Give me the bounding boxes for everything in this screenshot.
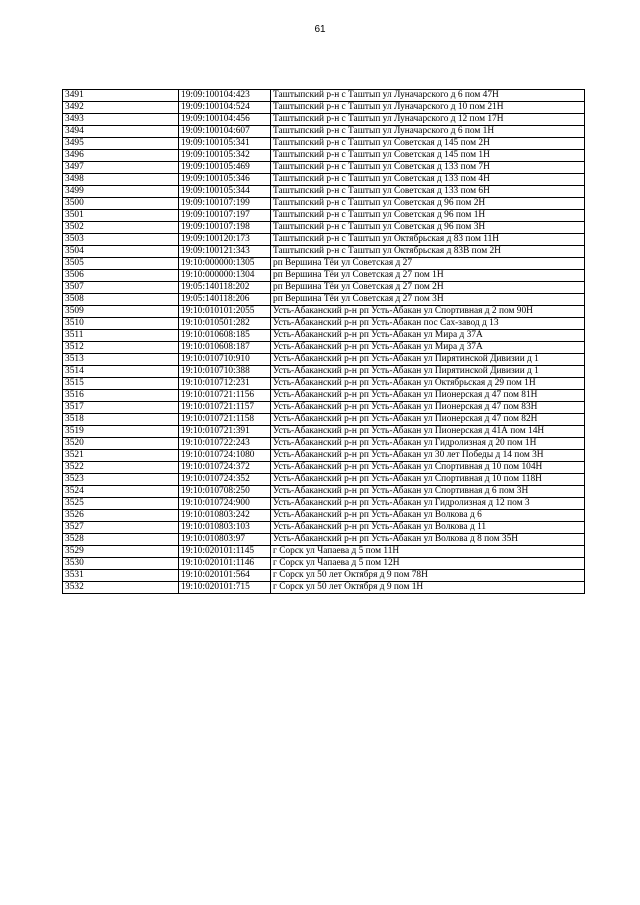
address-cell: Усть-Абаканский р-н рп Усть-Абакан ул Мира д 37А — [271, 342, 585, 354]
cadastral-number-cell: 19:05:140118:202 — [179, 282, 271, 294]
cadastral-number-cell: 19:10:010721:391 — [179, 426, 271, 438]
cadastral-number-cell: 19:09:100105:346 — [179, 174, 271, 186]
row-number-cell: 3511 — [63, 330, 179, 342]
address-cell: Усть-Абаканский р-н рп Усть-Абакан ул Спортивная д 10 пом 104Н — [271, 462, 585, 474]
cadastral-number-cell: 19:10:010608:185 — [179, 330, 271, 342]
cadastral-number-cell: 19:09:100105:342 — [179, 150, 271, 162]
cadastral-number-cell: 19:10:010721:1157 — [179, 402, 271, 414]
address-cell: г Сорск ул Чапаева д 5 пом 12Н — [271, 558, 585, 570]
cadastral-number-cell: 19:09:100107:199 — [179, 198, 271, 210]
row-number-cell: 3512 — [63, 342, 179, 354]
table-row — [63, 570, 585, 582]
table-row — [63, 486, 585, 498]
address-cell: Усть-Абаканский р-н рп Усть-Абакан ул Волкова д 6 — [271, 510, 585, 522]
row-number-cell: 3517 — [63, 402, 179, 414]
address-cell: рп Вершина Тёи ул Советская д 27 пом 2Н — [271, 282, 585, 294]
row-number-cell: 3509 — [63, 306, 179, 318]
address-cell: Таштыпский р-н с Таштып ул Советская д 133 пом 4Н — [271, 174, 585, 186]
table-row — [63, 450, 585, 462]
address-cell: Усть-Абаканский р-н рп Усть-Абакан пос Сах-завод д 13 — [271, 318, 585, 330]
address-cell: Усть-Абаканский р-н рп Усть-Абакан ул 30 лет Победы д 14 пом 3Н — [271, 450, 585, 462]
cadastral-number-cell: 19:10:010803:97 — [179, 534, 271, 546]
table-row — [63, 342, 585, 354]
row-number-cell: 3495 — [63, 138, 179, 150]
table-row — [63, 354, 585, 366]
row-number-cell: 3501 — [63, 210, 179, 222]
row-number-cell: 3510 — [63, 318, 179, 330]
row-number-cell: 3500 — [63, 198, 179, 210]
table-row — [63, 162, 585, 174]
row-number-cell: 3518 — [63, 414, 179, 426]
registry-table-body — [63, 90, 585, 594]
row-number-cell: 3502 — [63, 222, 179, 234]
row-number-cell: 3525 — [63, 498, 179, 510]
table-row — [63, 234, 585, 246]
row-number-cell: 3514 — [63, 366, 179, 378]
cadastral-number-cell: 19:09:100104:607 — [179, 126, 271, 138]
cadastral-number-cell: 19:10:000000:1304 — [179, 270, 271, 282]
address-cell: г Сорск ул 50 лет Октября д 9 пом 1Н — [271, 582, 585, 594]
row-number-cell: 3491 — [63, 90, 179, 102]
table-row — [63, 318, 585, 330]
row-number-cell: 3520 — [63, 438, 179, 450]
table-row — [63, 174, 585, 186]
table-row — [63, 414, 585, 426]
address-cell: Таштыпский р-н с Таштып ул Луначарского д 12 пом 17Н — [271, 114, 585, 126]
row-number-cell: 3492 — [63, 102, 179, 114]
cadastral-number-cell: 19:09:100104:524 — [179, 102, 271, 114]
property-registry-table — [62, 89, 585, 594]
row-number-cell: 3523 — [63, 474, 179, 486]
row-number-cell: 3526 — [63, 510, 179, 522]
address-cell: Усть-Абаканский р-н рп Усть-Абакан ул Мира д 37А — [271, 330, 585, 342]
table-row — [63, 138, 585, 150]
row-number-cell: 3519 — [63, 426, 179, 438]
row-number-cell: 3530 — [63, 558, 179, 570]
table-row — [63, 102, 585, 114]
row-number-cell: 3532 — [63, 582, 179, 594]
address-cell: Усть-Абаканский р-н рп Усть-Абакан ул Спортивная д 10 пом 118Н — [271, 474, 585, 486]
cadastral-number-cell: 19:10:010803:242 — [179, 510, 271, 522]
cadastral-number-cell: 19:10:010608:187 — [179, 342, 271, 354]
cadastral-number-cell: 19:09:100105:344 — [179, 186, 271, 198]
cadastral-number-cell: 19:09:100121:343 — [179, 246, 271, 258]
table-row — [63, 426, 585, 438]
page-number: 61 — [314, 24, 326, 35]
table-row — [63, 378, 585, 390]
cadastral-number-cell: 19:10:010724:372 — [179, 462, 271, 474]
cadastral-number-cell: 19:10:010724:1080 — [179, 450, 271, 462]
row-number-cell: 3496 — [63, 150, 179, 162]
table-row — [63, 294, 585, 306]
cadastral-number-cell: 19:10:010710:388 — [179, 366, 271, 378]
row-number-cell: 3522 — [63, 462, 179, 474]
row-number-cell: 3524 — [63, 486, 179, 498]
table-row — [63, 366, 585, 378]
row-number-cell: 3503 — [63, 234, 179, 246]
cadastral-number-cell: 19:09:100104:456 — [179, 114, 271, 126]
cadastral-number-cell: 19:10:010101:2055 — [179, 306, 271, 318]
address-cell: Усть-Абаканский р-н рп Усть-Абакан ул Гидролизная д 12 пом 3 — [271, 498, 585, 510]
row-number-cell: 3504 — [63, 246, 179, 258]
address-cell: г Сорск ул 50 лет Октября д 9 пом 78Н — [271, 570, 585, 582]
address-cell: Усть-Абаканский р-н рп Усть-Абакан ул Пионерская д 47 пом 82Н — [271, 414, 585, 426]
table-row — [63, 198, 585, 210]
cadastral-number-cell: 19:10:010721:1158 — [179, 414, 271, 426]
address-cell: Усть-Абаканский р-н рп Усть-Абакан ул Октябрьская д 29 пом 1Н — [271, 378, 585, 390]
cadastral-number-cell: 19:09:100105:469 — [179, 162, 271, 174]
row-number-cell: 3516 — [63, 390, 179, 402]
table-row — [63, 546, 585, 558]
row-number-cell: 3508 — [63, 294, 179, 306]
cadastral-number-cell: 19:10:020101:564 — [179, 570, 271, 582]
address-cell: Таштыпский р-н с Таштып ул Октябрьская д 83В пом 2Н — [271, 246, 585, 258]
address-cell: Таштыпский р-н с Таштып ул Советская д 96 пом 2Н — [271, 198, 585, 210]
cadastral-number-cell: 19:10:010712:231 — [179, 378, 271, 390]
address-cell: рп Вершина Тёи ул Советская д 27 — [271, 258, 585, 270]
cadastral-number-cell: 19:10:000000:1305 — [179, 258, 271, 270]
cadastral-number-cell: 19:10:010708:250 — [179, 486, 271, 498]
cadastral-number-cell: 19:09:100104:423 — [179, 90, 271, 102]
address-cell: Усть-Абаканский р-н рп Усть-Абакан ул Волкова д 11 — [271, 522, 585, 534]
cadastral-number-cell: 19:10:020101:715 — [179, 582, 271, 594]
address-cell: Усть-Абаканский р-н рп Усть-Абакан ул Спортивная д 6 пом 3Н — [271, 486, 585, 498]
address-cell: Таштыпский р-н с Таштып ул Луначарского д 6 пом 1Н — [271, 126, 585, 138]
cadastral-number-cell: 19:10:010710:910 — [179, 354, 271, 366]
address-cell: Усть-Абаканский р-н рп Усть-Абакан ул Пирятинской Дивизии д 1 — [271, 354, 585, 366]
row-number-cell: 3494 — [63, 126, 179, 138]
address-cell: Таштыпский р-н с Таштып ул Советская д 133 пом 7Н — [271, 162, 585, 174]
address-cell: Таштыпский р-н с Таштып ул Луначарского д 10 пом 21Н — [271, 102, 585, 114]
cadastral-number-cell: 19:09:100107:198 — [179, 222, 271, 234]
table-row — [63, 282, 585, 294]
table-row — [63, 126, 585, 138]
cadastral-number-cell: 19:10:020101:1145 — [179, 546, 271, 558]
table-row — [63, 474, 585, 486]
address-cell: Таштыпский р-н с Таштып ул Советская д 96 пом 1Н — [271, 210, 585, 222]
address-cell: Усть-Абаканский р-н рп Усть-Абакан ул Пионерская д 47 пом 83Н — [271, 402, 585, 414]
row-number-cell: 3515 — [63, 378, 179, 390]
row-number-cell: 3499 — [63, 186, 179, 198]
cadastral-number-cell: 19:10:010724:900 — [179, 498, 271, 510]
cadastral-number-cell: 19:09:100107:197 — [179, 210, 271, 222]
address-cell: Усть-Абаканский р-н рп Усть-Абакан ул Волкова д 8 пом 35Н — [271, 534, 585, 546]
address-cell: Таштыпский р-н с Таштып ул Советская д 145 пом 2Н — [271, 138, 585, 150]
table-row — [63, 258, 585, 270]
table-row — [63, 330, 585, 342]
row-number-cell: 3497 — [63, 162, 179, 174]
cadastral-number-cell: 19:10:010722:243 — [179, 438, 271, 450]
row-number-cell: 3507 — [63, 282, 179, 294]
table-row — [63, 534, 585, 546]
table-row — [63, 186, 585, 198]
table-row — [63, 462, 585, 474]
table-row — [63, 582, 585, 594]
table-row — [63, 114, 585, 126]
cadastral-number-cell: 19:09:100105:341 — [179, 138, 271, 150]
table-row — [63, 150, 585, 162]
table-row — [63, 390, 585, 402]
table-row — [63, 222, 585, 234]
address-cell: Усть-Абаканский р-н рп Усть-Абакан ул Пирятинской Дивизии д 1 — [271, 366, 585, 378]
row-number-cell: 3531 — [63, 570, 179, 582]
row-number-cell: 3521 — [63, 450, 179, 462]
address-cell: Усть-Абаканский р-н рп Усть-Абакан ул Пионерская д 41А пом 14Н — [271, 426, 585, 438]
cadastral-number-cell: 19:10:010724:352 — [179, 474, 271, 486]
address-cell: Таштыпский р-н с Таштып ул Советская д 96 пом 3Н — [271, 222, 585, 234]
address-cell: Таштыпский р-н с Таштып ул Луначарского д 6 пом 47Н — [271, 90, 585, 102]
table-row — [63, 522, 585, 534]
table-row — [63, 246, 585, 258]
address-cell: рп Вершина Тёи ул Советская д 27 пом 3Н — [271, 294, 585, 306]
address-cell: Таштыпский р-н с Таштып ул Советская д 145 пом 1Н — [271, 150, 585, 162]
table-row — [63, 90, 585, 102]
table-row — [63, 270, 585, 282]
row-number-cell: 3506 — [63, 270, 179, 282]
address-cell: Усть-Абаканский р-н рп Усть-Абакан ул Спортивная д 2 пом 90Н — [271, 306, 585, 318]
cadastral-number-cell: 19:10:010803:103 — [179, 522, 271, 534]
row-number-cell: 3529 — [63, 546, 179, 558]
table-row — [63, 402, 585, 414]
row-number-cell: 3498 — [63, 174, 179, 186]
cadastral-number-cell: 19:10:020101:1146 — [179, 558, 271, 570]
cadastral-number-cell: 19:05:140118:206 — [179, 294, 271, 306]
row-number-cell: 3513 — [63, 354, 179, 366]
address-cell: Таштыпский р-н с Таштып ул Советская д 133 пом 6Н — [271, 186, 585, 198]
address-cell: Усть-Абаканский р-н рп Усть-Абакан ул Гидролизная д 20 пом 1Н — [271, 438, 585, 450]
cadastral-number-cell: 19:10:010501:282 — [179, 318, 271, 330]
cadastral-number-cell: 19:10:010721:1156 — [179, 390, 271, 402]
table-row — [63, 510, 585, 522]
cadastral-number-cell: 19:09:100120:173 — [179, 234, 271, 246]
row-number-cell: 3527 — [63, 522, 179, 534]
address-cell: Таштыпский р-н с Таштып ул Октябрьская д 83 пом 11Н — [271, 234, 585, 246]
table-row — [63, 498, 585, 510]
address-cell: г Сорск ул Чапаева д 5 пом 11Н — [271, 546, 585, 558]
address-cell: рп Вершина Тёи ул Советская д 27 пом 1Н — [271, 270, 585, 282]
table-row — [63, 438, 585, 450]
table-row — [63, 306, 585, 318]
table-row — [63, 210, 585, 222]
address-cell: Усть-Абаканский р-н рп Усть-Абакан ул Пионерская д 47 пом 81Н — [271, 390, 585, 402]
row-number-cell: 3505 — [63, 258, 179, 270]
table-row — [63, 558, 585, 570]
row-number-cell: 3493 — [63, 114, 179, 126]
row-number-cell: 3528 — [63, 534, 179, 546]
